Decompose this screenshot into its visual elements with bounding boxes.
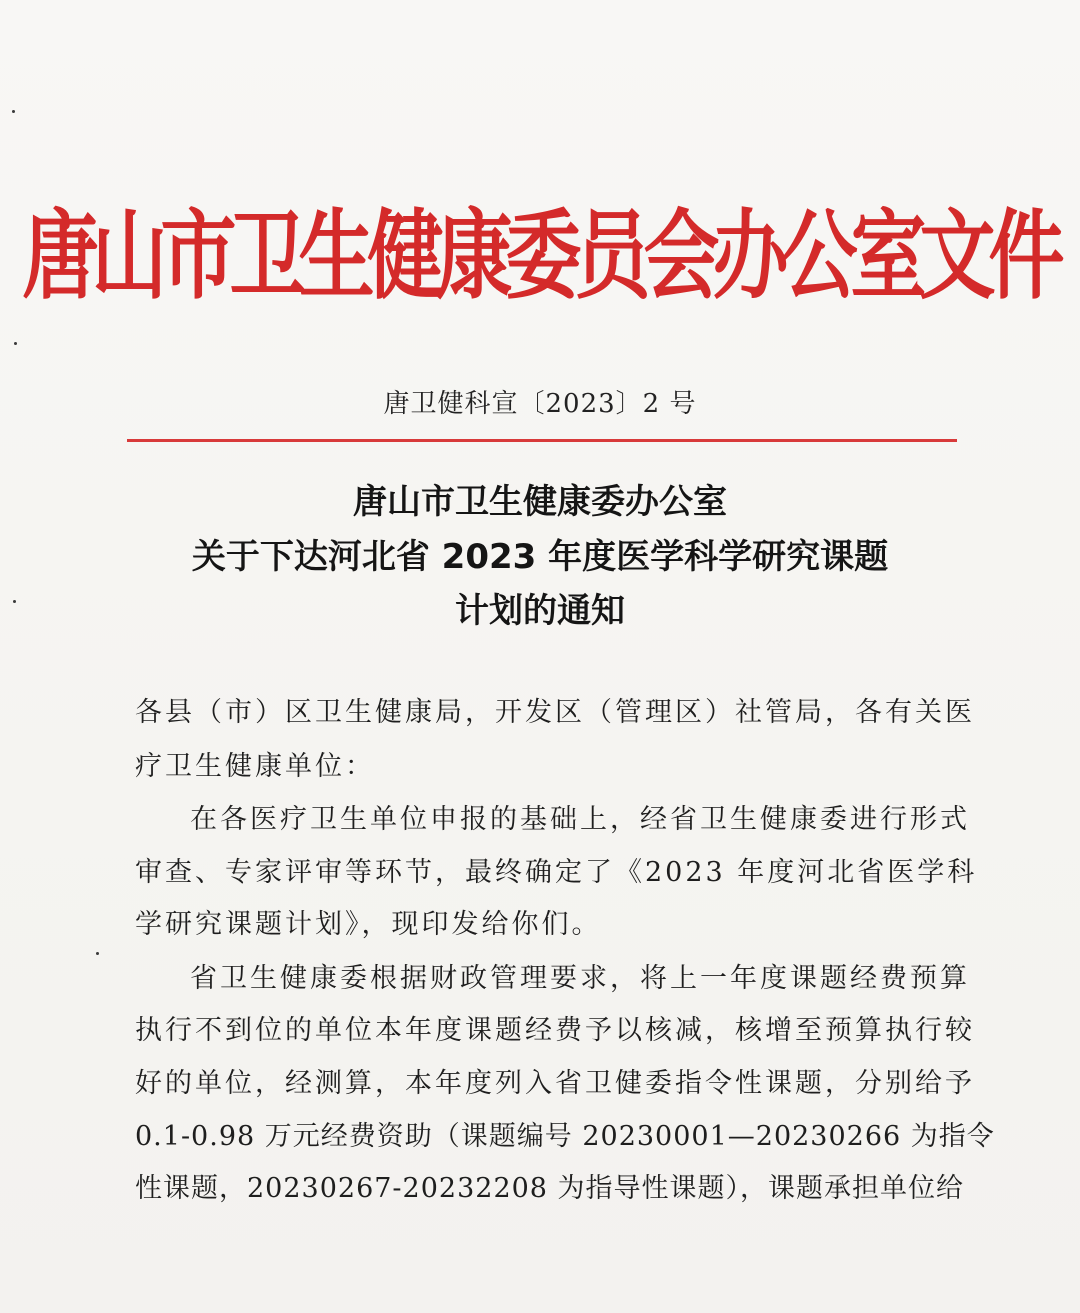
paragraph-2-line-1: 省卫生健康委根据财政管理要求，将上一年度课题经费预算: [190, 963, 970, 994]
paragraph-2-line-3: 好的单位，经测算，本年度列入省卫健委指令性课题，分别给予: [135, 1068, 975, 1099]
paragraph-1-line-2: 审查、专家评审等环节，最终确定了《2023 年度河北省医学科: [135, 857, 978, 888]
paragraph-1-line-3: 学研究课题计划》，现印发给你们。: [135, 909, 602, 940]
scan-speck: [96, 952, 99, 955]
salutation-line-1: 各县（市）区卫生健康局，开发区（管理区）社管局，各有关医: [135, 697, 975, 728]
paragraph-1-line-1: 在各医疗卫生单位申报的基础上，经省卫生健康委进行形式: [190, 804, 970, 835]
notice-title-line-3: 计划的通知: [455, 591, 625, 631]
paragraph-2-line-5: 性课题，20230267-20232208 为指导性课题），课题承担单位给: [135, 1173, 965, 1204]
notice-title-line-1: 唐山市卫生健康委办公室: [353, 482, 727, 522]
paragraph-2-line-2: 执行不到位的单位本年度课题经费予以核减，核增至预算执行较: [135, 1015, 975, 1046]
document-number: 唐卫健科宣〔2023〕2 号: [383, 389, 697, 419]
scan-speck: [14, 342, 17, 345]
document-header-title: 唐山市卫生健康委员会办公室文件: [22, 198, 1058, 313]
notice-title-line-2: 关于下达河北省 2023 年度医学科学研究课题: [191, 537, 889, 577]
red-divider-line: [127, 439, 957, 442]
salutation-line-2: 疗卫生健康单位：: [135, 751, 375, 782]
scan-speck: [12, 110, 15, 113]
paragraph-2-line-4: 0.1-0.98 万元经费资助（课题编号 20230001—20230266 为指令: [135, 1121, 995, 1152]
